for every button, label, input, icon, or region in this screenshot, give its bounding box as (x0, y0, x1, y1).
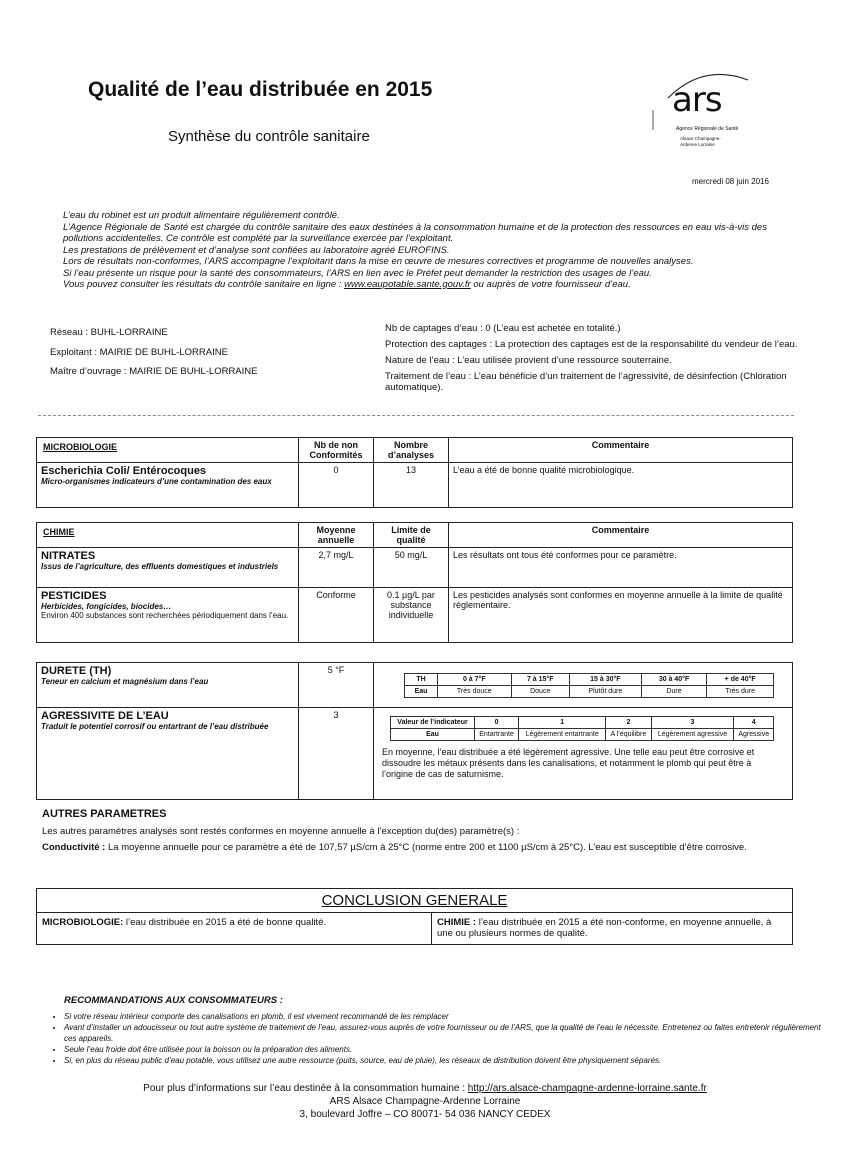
page-title: Qualité de l’eau distribuée en 2015 (88, 78, 433, 101)
report-date: mercredi 08 juin 2016 (692, 177, 769, 186)
col-nb-non-conformites: Nb de non Conformités (299, 438, 374, 463)
microbiologie-title: MICROBIOLOGIE (37, 438, 299, 463)
col-commentaire: Commentaire (449, 438, 793, 463)
captages-text: Nb de captages d’eau : 0 (L’eau est achetée en totalité.) (385, 323, 621, 334)
intro-line: Si l’eau présente un risque pour la santé des consommateurs, l’ARS en lien avec le Préfet peut demander la restriction des usages de l’eau. (63, 267, 652, 279)
ecoli-nb-non-conformites: 0 (299, 463, 374, 508)
nitrates-commentaire: Les résultats ont tous été conformes pour ce paramètre. (449, 548, 793, 588)
footer-org: ARS Alsace Champagne-Ardenne Lorraine (329, 1096, 521, 1107)
recommandations-title: RECOMMANDATIONS AUX CONSOMMATEURS : (64, 995, 283, 1006)
protection-text: Protection des captages : La protection des captages est de la responsabilité du vendeur de l’eau. (385, 339, 798, 350)
list-item: • Si votre réseau intérieur comporte des canalisations en plomb, il est vivement recommandé de les remplacer (64, 1011, 824, 1022)
durete-scale: TH 0 à 7°F 7 à 15°F 15 à 30°F 30 à 40°F + de 40°F Eau Très douce Douce Plutôt dure Dure Très dure (404, 673, 774, 698)
nature-text: Nature de l’eau : L’eau utilisée provient d’une ressource souterraine. (385, 355, 672, 366)
resource-info (385, 323, 800, 398)
intro-text (63, 210, 793, 291)
pesticides-commentaire: Les pesticides analysés sont conformes en moyenne annuelle à la limite de qualité réglementaire. (449, 588, 793, 643)
param-ecoli: Escherichia Coli/ Entérocoques Micro-organismes indicateurs d’une contamination des eaux (37, 463, 299, 508)
intro-line: Lors de résultats non-conformes, l’ARS accompagne l’exploitant dans la mise en œuvre de mesures correctives et programme de nouvelles analyses. (63, 256, 694, 267)
agressivite-commentaire: En moyenne, l’eau distribuée a été légèrement agressive. Une telle eau peut être corrosive et dissoudre les métaux présents dans les canalisations, et notamment le plomb qui peut être à l’origine de cas de saturnisme. (382, 747, 755, 779)
param-durete: DURETE (TH) Teneur en calcium et magnésium dans l’eau (37, 663, 299, 708)
list-item: • Avant d’installer un adoucisseur ou tout autre système de traitement de l’eau, assurez-vous auprès de votre fournisseur ou de l’ARS, que la qualité de l’eau le nécessite. Entretenez ou faites entretenir régulièrement ces appareils. (64, 1022, 824, 1044)
nitrates-moyenne: 2,7 mg/L (299, 548, 374, 588)
list-item: • Seule l’eau froide doit être utilisée pour la boisson ou la préparation des aliments. (64, 1044, 824, 1055)
logo-region: Alsace Champagne-Ardenne Lorraine (680, 136, 721, 147)
nitrates-limite: 50 mg/L (374, 548, 449, 588)
ecoli-commentaire: L’eau a été de bonne qualité microbiologique. (449, 463, 793, 508)
autres-parametres-title: AUTRES PARAMETRES (42, 808, 167, 820)
ecoli-nb-analyses: 13 (374, 463, 449, 508)
col-commentaire: Commentaire (449, 523, 793, 548)
maitre-ouvrage-label: Maître d’ouvrage : MAIRIE DE BUHL-LORRAINE (50, 366, 258, 377)
conclusion-title: CONCLUSION GENERALE (37, 889, 793, 913)
pesticides-moyenne: Conforme (299, 588, 374, 643)
intro-line: L’eau du robinet est un produit alimentaire régulièrement contrôlé. (63, 210, 340, 221)
chimie-title: CHIMIE (37, 523, 299, 548)
autres-parametres-text: Les autres paramètres analysés sont restés conformes en moyenne annuelle à l’exception du(des) paramètre(s) : Conductivité : La moyenne annuelle pour ce paramètre a été de 107,57 µS/cm à 25°C (norme entre 200 et 1100 µS/cm à 25°C). L’eau est susceptible d’être corrosive. (42, 826, 747, 853)
agressivite-scale: Valeur de l’indicateur 0 1 2 3 4 Eau Entartrante Légèrement entartrante A l’équilibre Légèrement agressive Agressive (390, 716, 774, 741)
conclusion-chimie: CHIMIE : l’eau distribuée en 2015 a été non-conforme, en moyenne annuelle, à une ou plusieurs normes de qualité. (432, 913, 793, 945)
footer-address: 3, boulevard Joffre – CO 80071- 54 036 NANCY CEDEX (299, 1109, 551, 1120)
chimie-table (36, 522, 793, 643)
durete-value: 5 °F (299, 663, 374, 708)
ars-logo (648, 68, 768, 147)
microbiologie-table (36, 437, 793, 508)
conclusion-table (36, 888, 793, 945)
exploitant-label: Exploitant : MAIRIE DE BUHL-LORRAINE (50, 346, 228, 358)
traitement-text: Traitement de l’eau : L’eau bénéficie d’un traitement de l’agressivité, de désinfection (Chloration automatique). (385, 371, 787, 393)
ars-website-link[interactable]: http://ars.alsace-champagne-ardenne-lorraine.sante.fr (467, 1083, 707, 1094)
footer: Pour plus d’informations sur l’eau destinée à la consommation humaine : http://ars.alsace-champagne-ardenne-lorraine.sante.fr ARS Alsace Champagne-Ardenne Lorraine 3, boulevard Joffre – CO 80071- 54 036 NANCY CEDEX (0, 1082, 850, 1121)
logo-agency: Agence Régionale de Santé (676, 126, 739, 132)
eaupotable-link[interactable]: www.eaupotable.sante.gouv.fr (344, 279, 471, 290)
agressivite-value: 3 (299, 708, 374, 800)
separator (38, 415, 794, 416)
col-limite-qualite: Limite de qualité (374, 523, 449, 548)
col-moyenne-annuelle: Moyenne annuelle (299, 523, 374, 548)
logo-text: ars (672, 80, 722, 120)
intro-consult: Vous pouvez consulter les résultats du contrôle sanitaire en ligne : www.eaupotable.sante.gouv.fr ou auprès de votre fournisseur d’eau. (63, 279, 631, 290)
intro-line: Les prestations de prélèvement et d’analyse sont confiées au laboratoire agréé EUROFINS. (63, 244, 450, 256)
durete-agressivite-table (36, 662, 793, 800)
page-subtitle: Synthèse du contrôle sanitaire (168, 128, 370, 145)
col-nb-analyses: Nombre d’analyses (374, 438, 449, 463)
param-nitrates: NITRATES Issus de l’agriculture, des effluents domestiques et industriels (37, 548, 299, 588)
network-info (50, 323, 257, 382)
list-item: • Si, en plus du réseau public d’eau potable, vous utilisez une autre ressource (puits, source, eau de pluie), les réseaux de distribution doivent être physiquement séparés. (64, 1055, 824, 1066)
conclusion-microbiologie: MICROBIOLOGIE: l’eau distribuée en 2015 a été de bonne qualité. (37, 913, 432, 945)
reseau-label: Réseau : BUHL-LORRAINE (50, 327, 168, 338)
param-pesticides: PESTICIDES Herbicides, fongicides, biocides… Environ 400 substances sont recherchées périodiquement dans l’eau. (37, 588, 299, 643)
recommandations-list (46, 1011, 824, 1066)
pesticides-limite: 0.1 µg/L par substance individuelle (374, 588, 449, 643)
param-agressivite: AGRESSIVITE DE L’EAU Traduit le potentiel corrosif ou entartrant de l’eau distribuée (37, 708, 299, 800)
intro-line: L’Agence Régionale de Santé est chargée du contrôle sanitaire des eaux destinées à la consommation humaine et de la protection des ressources en eau vis-à-vis des pollutions accidentelles. Ce contrôle est complété par la surveillance exercée par l’exploitant. (63, 221, 767, 244)
